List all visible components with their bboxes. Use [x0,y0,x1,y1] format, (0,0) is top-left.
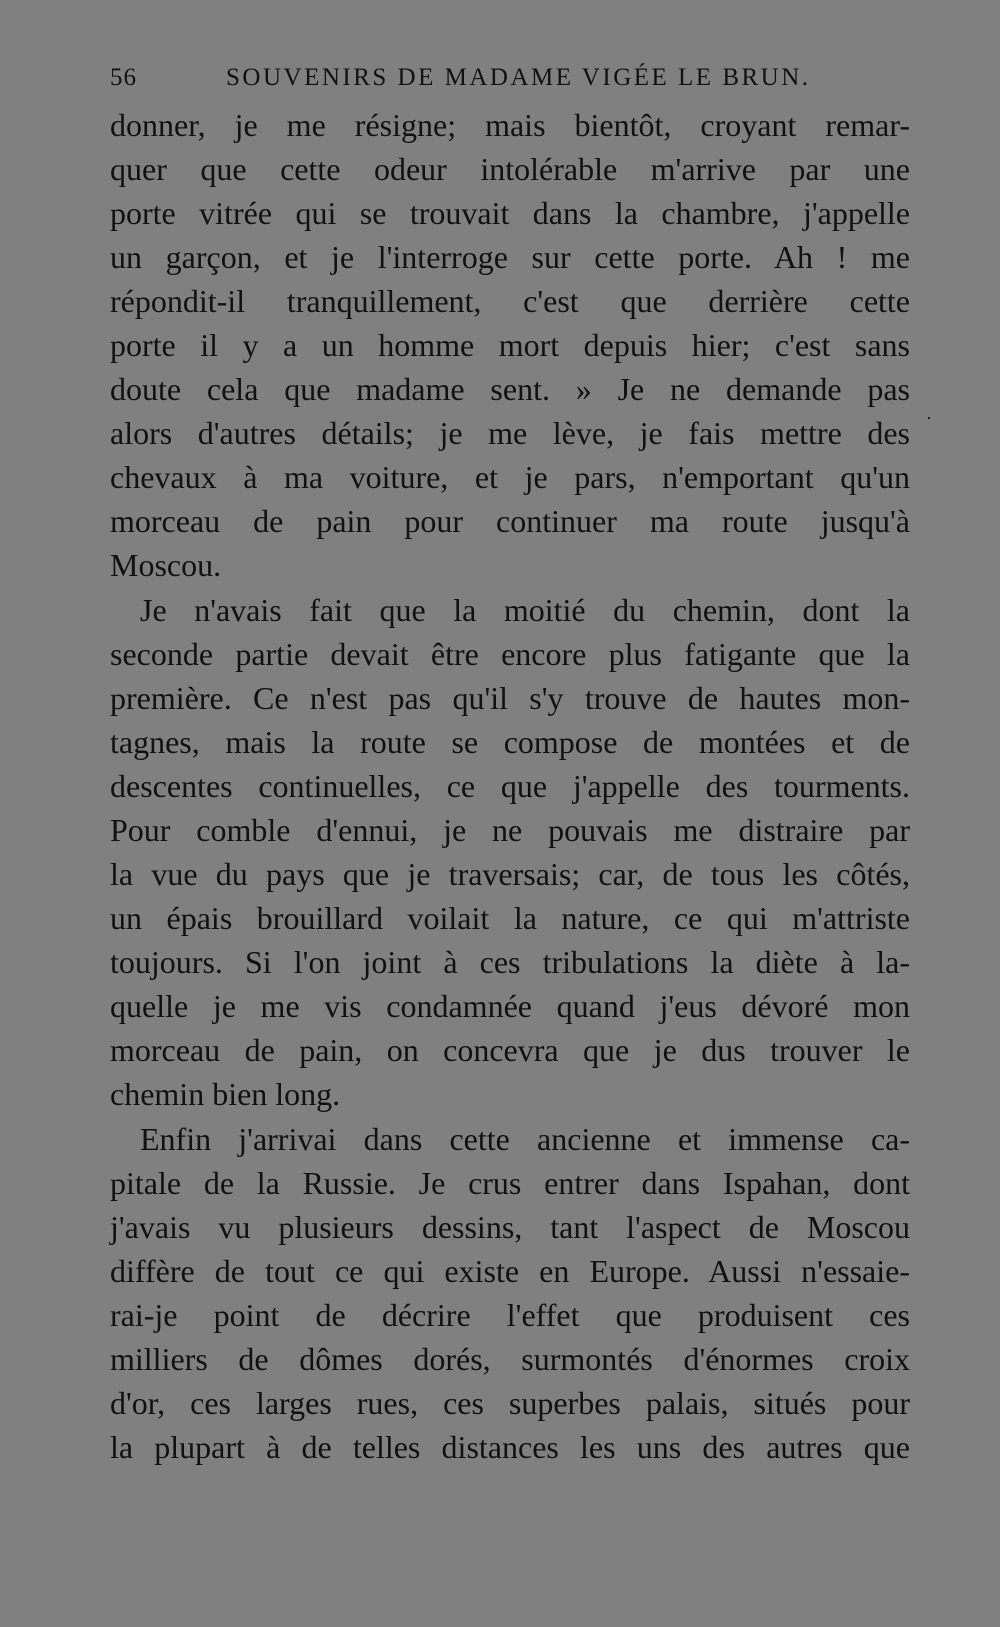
text-line: quer que cette odeur intolérable m'arrive par une [110,151,910,187]
text-line: morceau de pain, on concevra que je dus trouver le [110,1032,910,1068]
text-line: répondit-il tranquillement, c'est que derrière cette [110,283,910,319]
text-line: chemin bien long. [110,1076,341,1112]
text-line: quelle je me vis condamnée quand j'eus dévoré mon [110,988,910,1024]
text-line: première. Ce n'est pas qu'il s'y trouve de hautes mon- [110,680,910,716]
running-title: SOUVENIRS DE MADAME VIGÉE LE BRUN. [226,64,811,91]
text-line: seconde partie devait être encore plus fatigante que la [110,636,910,672]
text-line: porte il y a un homme mort depuis hier; c'est sans [110,327,910,363]
text-line: descentes continuelles, ce que j'appelle des tourments. [110,768,910,804]
text-line: alors d'autres détails; je me lève, je fais mettre des [110,415,910,451]
text-line: un épais brouillard voilait la nature, ce qui m'attriste [110,900,910,936]
text-line: morceau de pain pour continuer ma route jusqu'à [110,503,910,539]
running-header [110,58,910,98]
text-line: rai-je point de décrire l'effet que produisent ces [110,1297,910,1333]
paragraph-first-line: Enfin j'arrivai dans cette ancienne et immense ca- [140,1121,910,1157]
text-line: chevaux à ma voiture, et je pars, n'emportant qu'un [110,459,910,495]
text-line: toujours. Si l'on joint à ces tribulations la diète à la- [110,944,910,980]
text-line: j'avais vu plusieurs dessins, tant l'aspect de Moscou [110,1209,910,1245]
text-line: Pour comble d'ennui, je ne pouvais me distraire par [110,812,910,848]
text-line: pitale de la Russie. Je crus entrer dans Ispahan, dont [110,1165,910,1201]
paper-speck [928,417,930,419]
text-line: tagnes, mais la route se compose de montées et de [110,724,910,760]
text-line: un garçon, et je l'interroge sur cette porte. Ah ! me [110,239,910,275]
text-line: porte vitrée qui se trouvait dans la chambre, j'appelle [110,195,910,231]
text-line: donner, je me résigne; mais bientôt, croyant remar- [110,107,910,143]
text-line: la vue du pays que je traversais; car, de tous les côtés, [110,856,910,892]
text-line: Moscou. [110,547,222,583]
page-number: 56 [110,64,137,91]
text-line: d'or, ces larges rues, ces superbes palais, situés pour [110,1385,910,1421]
paragraph-first-line: Je n'avais fait que la moitié du chemin, dont la [140,592,910,628]
text-line: diffère de tout ce qui existe en Europe. Aussi n'essaie- [110,1253,910,1289]
text-line: doute cela que madame sent. » Je ne demande pas [110,371,910,407]
text-line: la plupart à de telles distances les uns des autres que [110,1429,910,1465]
text-line: milliers de dômes dorés, surmontés d'énormes croix [110,1341,910,1377]
